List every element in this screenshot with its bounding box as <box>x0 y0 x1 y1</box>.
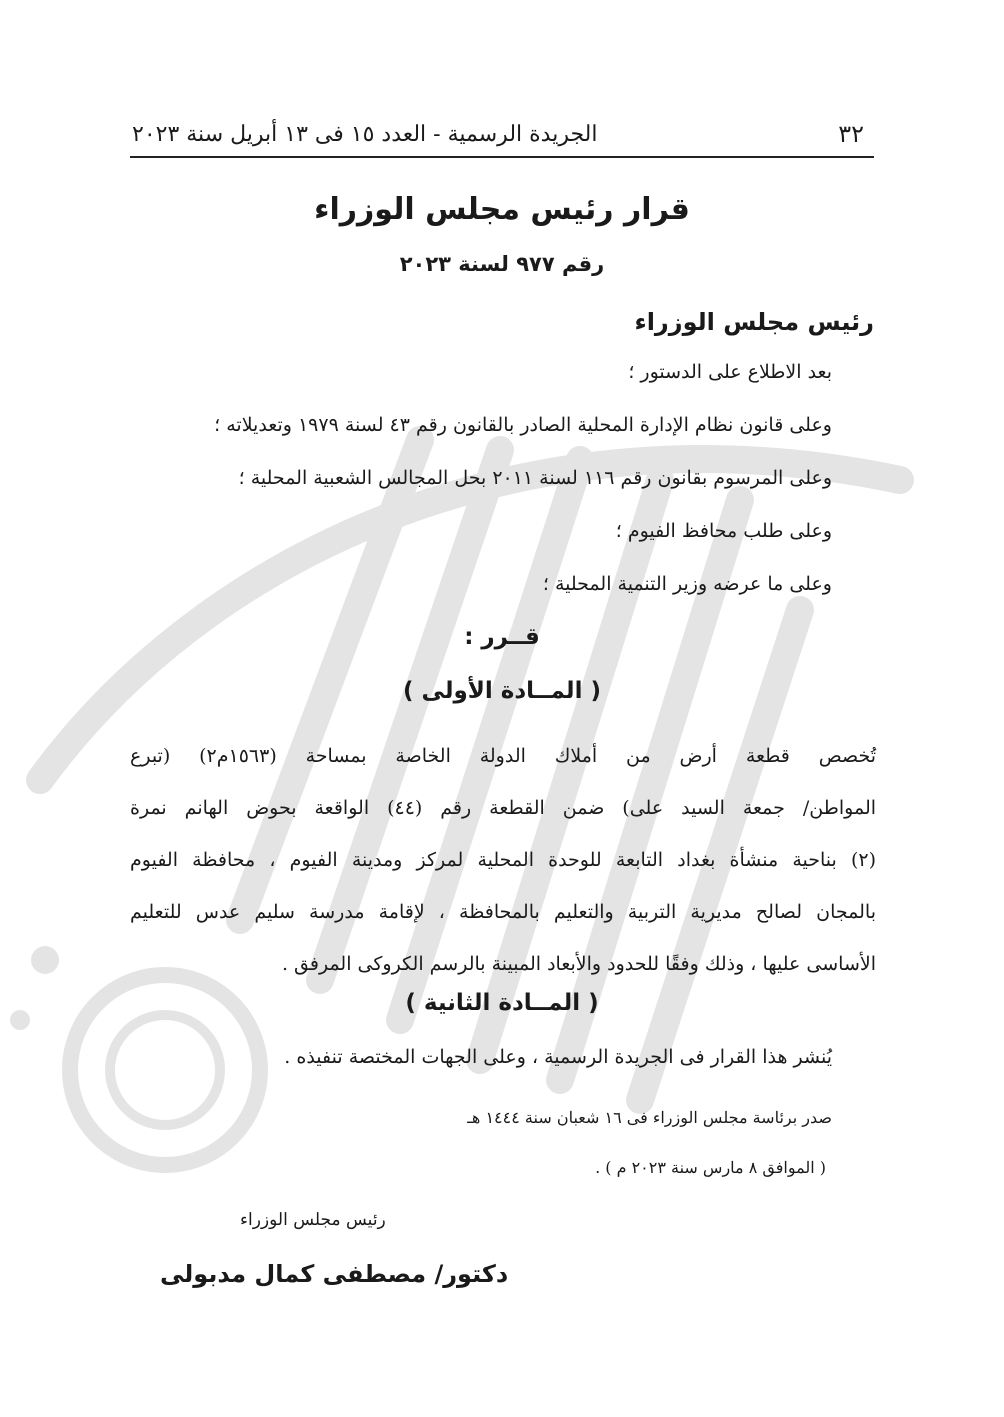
article-2-body: يُنشر هذا القرار فى الجريدة الرسمية ، وعلى الجهات المختصة تنفيذه . <box>284 1046 832 1068</box>
running-head <box>132 118 864 150</box>
issuer-heading: رئيس مجلس الوزراء <box>634 308 874 336</box>
signature-name: دكتور/ مصطفى كمال مدبولى <box>160 1260 509 1288</box>
preamble-line: وعلى طلب محافظ الفيوم ؛ <box>615 520 832 542</box>
article-1-line: الأساسى عليها ، وذلك وفقًا للحدود والأبعاد المبينة بالرسم الكروكى المرفق . <box>281 953 876 975</box>
article-1-body <box>130 730 876 990</box>
decree-number: رقم ٩٧٧ لسنة ٢٠٢٣ <box>399 252 605 276</box>
decree-title: قرار رئيس مجلس الوزراء <box>314 192 690 227</box>
article-1-line: المواطن/ جمعة السيد على) ضمن القطعة رقم (٤٤) الواقعة بحوض الهانم نمرة <box>130 797 877 819</box>
header-rule <box>130 156 874 158</box>
decided-heading: قــرر : <box>464 624 540 650</box>
preamble <box>132 357 832 622</box>
preamble-line: بعد الاطلاع على الدستور ؛ <box>628 361 832 383</box>
preamble-line: وعلى قانون نظام الإدارة المحلية الصادر بالقانون رقم ٤٣ لسنة ١٩٧٩ وتعديلاته ؛ <box>214 414 832 436</box>
preamble-line: وعلى المرسوم بقانون رقم ١١٦ لسنة ٢٠١١ بحل المجالس الشعبية المحلية ؛ <box>238 467 832 489</box>
page-number: ٣٢ <box>838 120 864 148</box>
preamble-line: وعلى ما عرضه وزير التنمية المحلية ؛ <box>542 573 832 595</box>
article-1-line: تُخصص قطعة أرض من أملاك الدولة الخاصة بمساحة (١٥٦٣م٢) (تبرع <box>130 745 876 767</box>
corresponding-date: ( الموافق ٨ مارس سنة ٢٠٢٣ م ) . <box>595 1158 826 1177</box>
article-2-heading: ( المــادة الثانية ) <box>405 990 599 1016</box>
article-1-line: بالمجان لصالح مديرية التربية والتعليم بالمحافظة ، لإقامة مدرسة سليم عدس للتعليم <box>130 901 876 923</box>
article-1-heading: ( المــادة الأولى ) <box>403 678 601 704</box>
publication-line: الجريدة الرسمية - العدد ١٥ فى ١٣ أبريل سنة ٢٠٢٣ <box>132 121 598 147</box>
signature-title: رئيس مجلس الوزراء <box>240 1210 386 1230</box>
issued-date: صدر برئاسة مجلس الوزراء فى ١٦ شعبان سنة ١٤٤٤ هـ <box>467 1108 832 1127</box>
article-1-line: (٢) بناحية منشأة بغداد التابعة للوحدة المحلية لمركز ومدينة الفيوم ، محافظة الفيوم <box>130 849 876 871</box>
